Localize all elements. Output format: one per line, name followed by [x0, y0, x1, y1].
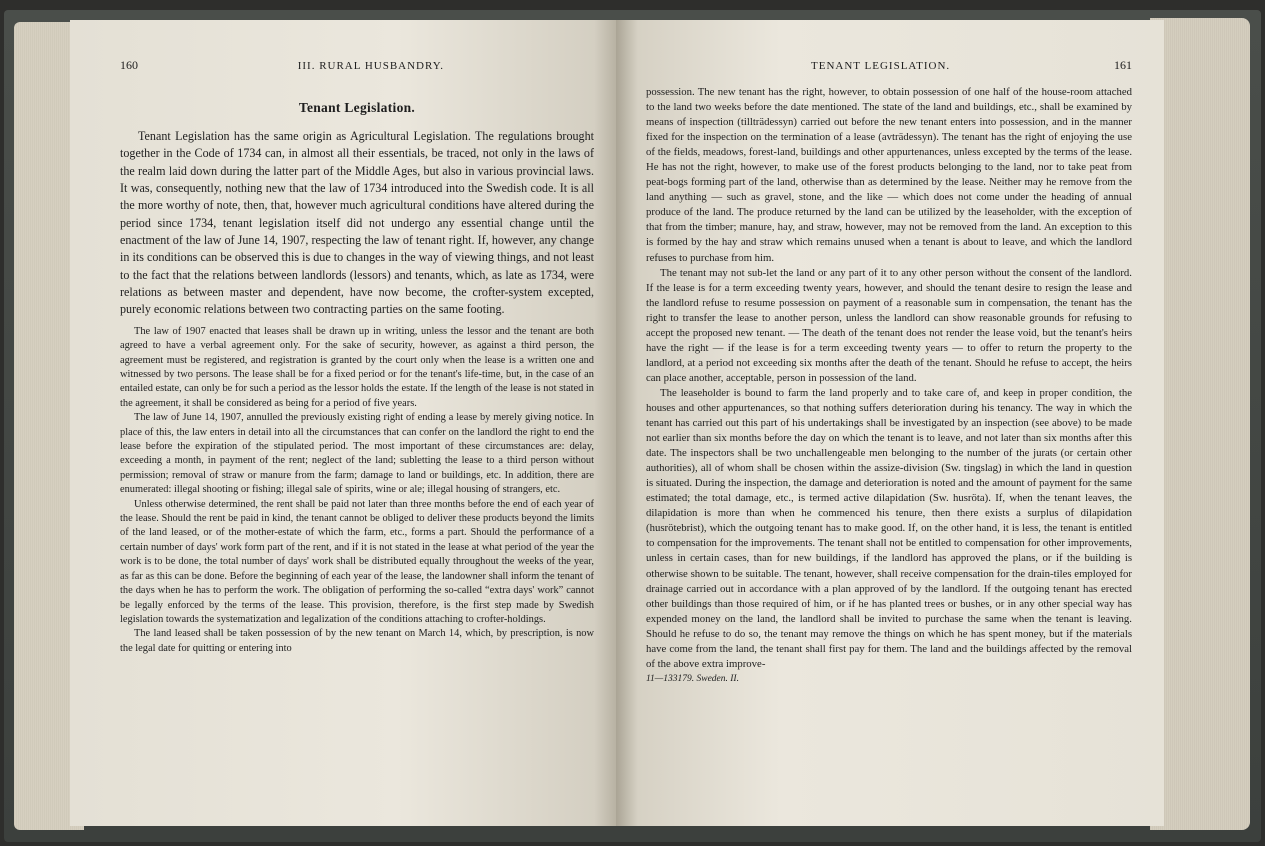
intro-paragraph: Tenant Legislation has the same origin as Agricultural Legislation. The regulations brought together in the Code of 1734 can, in almost all their essentials, be traced, not only in the laws of the realm laid down during the latter part of the Middle Ages, but also in various provincial laws. It was, consequently, nothing new that the law of 1734 introduced into the Swedish code. It is all the more worthy of note, then, that, however much agricultural conditions have altered during the period since 1734, tenant legislation itself did not undergo any essential change until the enactment of the law of June 14, 1907, respecting the law of tenant right. If, however, any change in its conditions can be observed this is due to changes in the way of viewing things, and not least to the fact that the relations between landlords (lessors) and tenants, which, as late as 1734, were relations as between master and dependent, have now become, the crofter-system excepted, purely economic relations between two contracting parties on the same footing. [120, 129, 594, 317]
right-paragraph: possession. The new tenant has the right, however, to obtain possession of one half of the house-room attached to the land two weeks before the date mentioned. The state of the land and buildings, etc., shall be examined by means of inspection (tillträdessyn) carried out before the new tenant enters into possession, and in the manner fixed for the inspection on the termination of a lease (avträdessyn). The tenant has the right of enjoying the use of the fields, meadows, forest-land, buildings and other appurtenances, unless excepted by the terms of the lease. He has not the right, however, to make use of the forest products belonging to the land, nor to take peat from peat-bogs forming part of the land, otherwise than as determined by the lease. Neither may he remove from the land anything — such as gravel, stone, and the like — which does not come under the heading of annual produce of the land. The produce returned by the land can be utilized by the leaseholder, with the exception of that from the timber; manure, hay, and straw, however, may not be removed from the land. An exception to this is formed by the hay and straw which remains unused when a tenant is about to leave, and which the landlord refuses to purchase from him. [646, 86, 1132, 264]
left-running-head [120, 58, 594, 80]
left-page [70, 20, 616, 826]
right-page-number: 161 [1114, 58, 1132, 72]
left-paragraph: The land leased shall be taken possession of by the new tenant on March 14, which, by prescription, is now the legal date for quitting or entering into [120, 628, 594, 654]
left-running-title: III. RURAL HUSBANDRY. [297, 60, 444, 72]
left-paragraph: The law of 1907 enacted that leases shall be drawn up in writing, unless the lessor and the tenant are both agreed to have a verbal agreement only. For the sake of security, however, as against a third person, the agreement must be registered, and registration is granted by the court only when the lease is a written one and witnessed by two persons. The lease shall be for a fixed period or for the tenant's life-time, but, in the case of an entailed estate, can only be for such a period as the lessor holds the estate. If the length of the lease is not stated in the agreement, it shall be considered as being for a period of five years. [120, 325, 594, 409]
right-page [616, 20, 1164, 826]
section-title: Tenant Legislation. [298, 100, 416, 115]
right-running-head [646, 58, 1132, 80]
left-paragraph: Unless otherwise determined, the rent shall be paid not later than three months before the end of each year of the lease. Should the rent be paid in kind, the tenant cannot be obliged to deliver these products beyond the limits of the land leased, or of the mother-estate of which the farm, etc., forms a part. Should the performance of a certain number of days' work form part of the rent, and if it is not stated in the lease at what period of the year the work is to be done, the total number of days' work shall be distributed equally throughout the weeks of the year, as far as this can be done. Before the beginning of each year of the lease, the landowner shall inform the tenant of the days when he has to perform the work. The obligation of performing the so-called “extra days' work” cannot be legally enforced by the terms of the lease. This provision, therefore, is the first step made by Swedish legislation towards the systematization and legalization of the conditions attaching to crofter-holdings. [120, 498, 594, 625]
right-paragraph: The leaseholder is bound to farm the land properly and to take care of, and keep in proper condition, the houses and other appurtenances, so that nothing suffers deterioration during his tenancy. The way in which the tenant has carried out this part of his undertakings shall be investigated by an inspection (see above) to be made not earlier than six months before the day on which the tenant is to leave, and not later than six months after this date. The inspectors shall be two unchallengeable men belonging to the number of the jurats (or certain other authorities), all of whom shall be chosen within the assize-division (Sw. tingslag) in which the land in question is situated. During the inspection, the damage and deterioration is noted and the amount of payment for the same estimated; the total damage, etc., is termed active dilapidation (Sw. husröta). If, when the tenant leaves, the dilapidation is more than when he commenced his tenure, then there exists a surplus of dilapidation (husrötebrist), which the outgoing tenant has to make good. If, on the other hand, it is less, the tenant is entitled to compensation for the improvements. The tenant shall not be entitled to compensation for other improvements, unless in certain cases, than for new buildings, if the landlord has approved the plans, or if the building is otherwise shown to be suitable. The tenant, however, shall receive compensation for the drain-tiles employed for drainage carried out in accordance with a plan approved of by the landlord. If the outgoing tenant has erected other buildings than those required of him, or if he has planted trees or bushes, or in any other special way has expended money on the land, the landlord shall be invited to purchase the same when the tenant is leaving. Should he refuse to do so, the tenant may remove the things on which he has spent money, but if the materials have come from the land, the tenant shall first pay for them. The land and the buildings affected by the removal of the above extra improve- [646, 386, 1132, 670]
left-page-number: 160 [120, 58, 138, 72]
right-paragraph: The tenant may not sub-let the land or any part of it to any other person without the consent of the landlord. If the lease is for a term exceeding twenty years, however, and should the tenant desire to resign the lease and the landlord refuse to resume possession on payment of a reasonable sum in compensation, the tenant has the right to transfer the lease to another person, unless the landlord can show reasonable grounds for refusing to accept the proposed new tenant. — The death of the tenant does not render the lease void, but the tenant's heirs have the right — if the lease is for a term exceeding twenty years — to offer to return the property to the landlord, at a period not exceeding six months after the death of the tenant. Should he refuse to accept, the heirs can place another, acceptable, person in possession of the land. [646, 266, 1132, 384]
footer-signature: 11—133179. Sweden. II. [646, 673, 739, 684]
left-paragraph: The law of June 14, 1907, annulled the previously existing right of ending a lease by merely giving notice. In place of this, the law enters in detail into all the circumstances that can confer on the landlord the right to end the lease before the expiration of the stipulated period. The most important of these circumstances are: delay, exceeding a month, in payment of the rent; neglect of the land; subletting the lease to a third person without permission; removal of straw or manure from the farm; damage to land or buildings, etc. In addition, there are enumerated: illegal shooting or fishing; illegal sale of spirits, wine or ale; illegal housing of strangers, etc. [120, 412, 594, 496]
right-running-title: TENANT LEGISLATION. [811, 60, 951, 72]
page-edges-right [1150, 18, 1250, 830]
